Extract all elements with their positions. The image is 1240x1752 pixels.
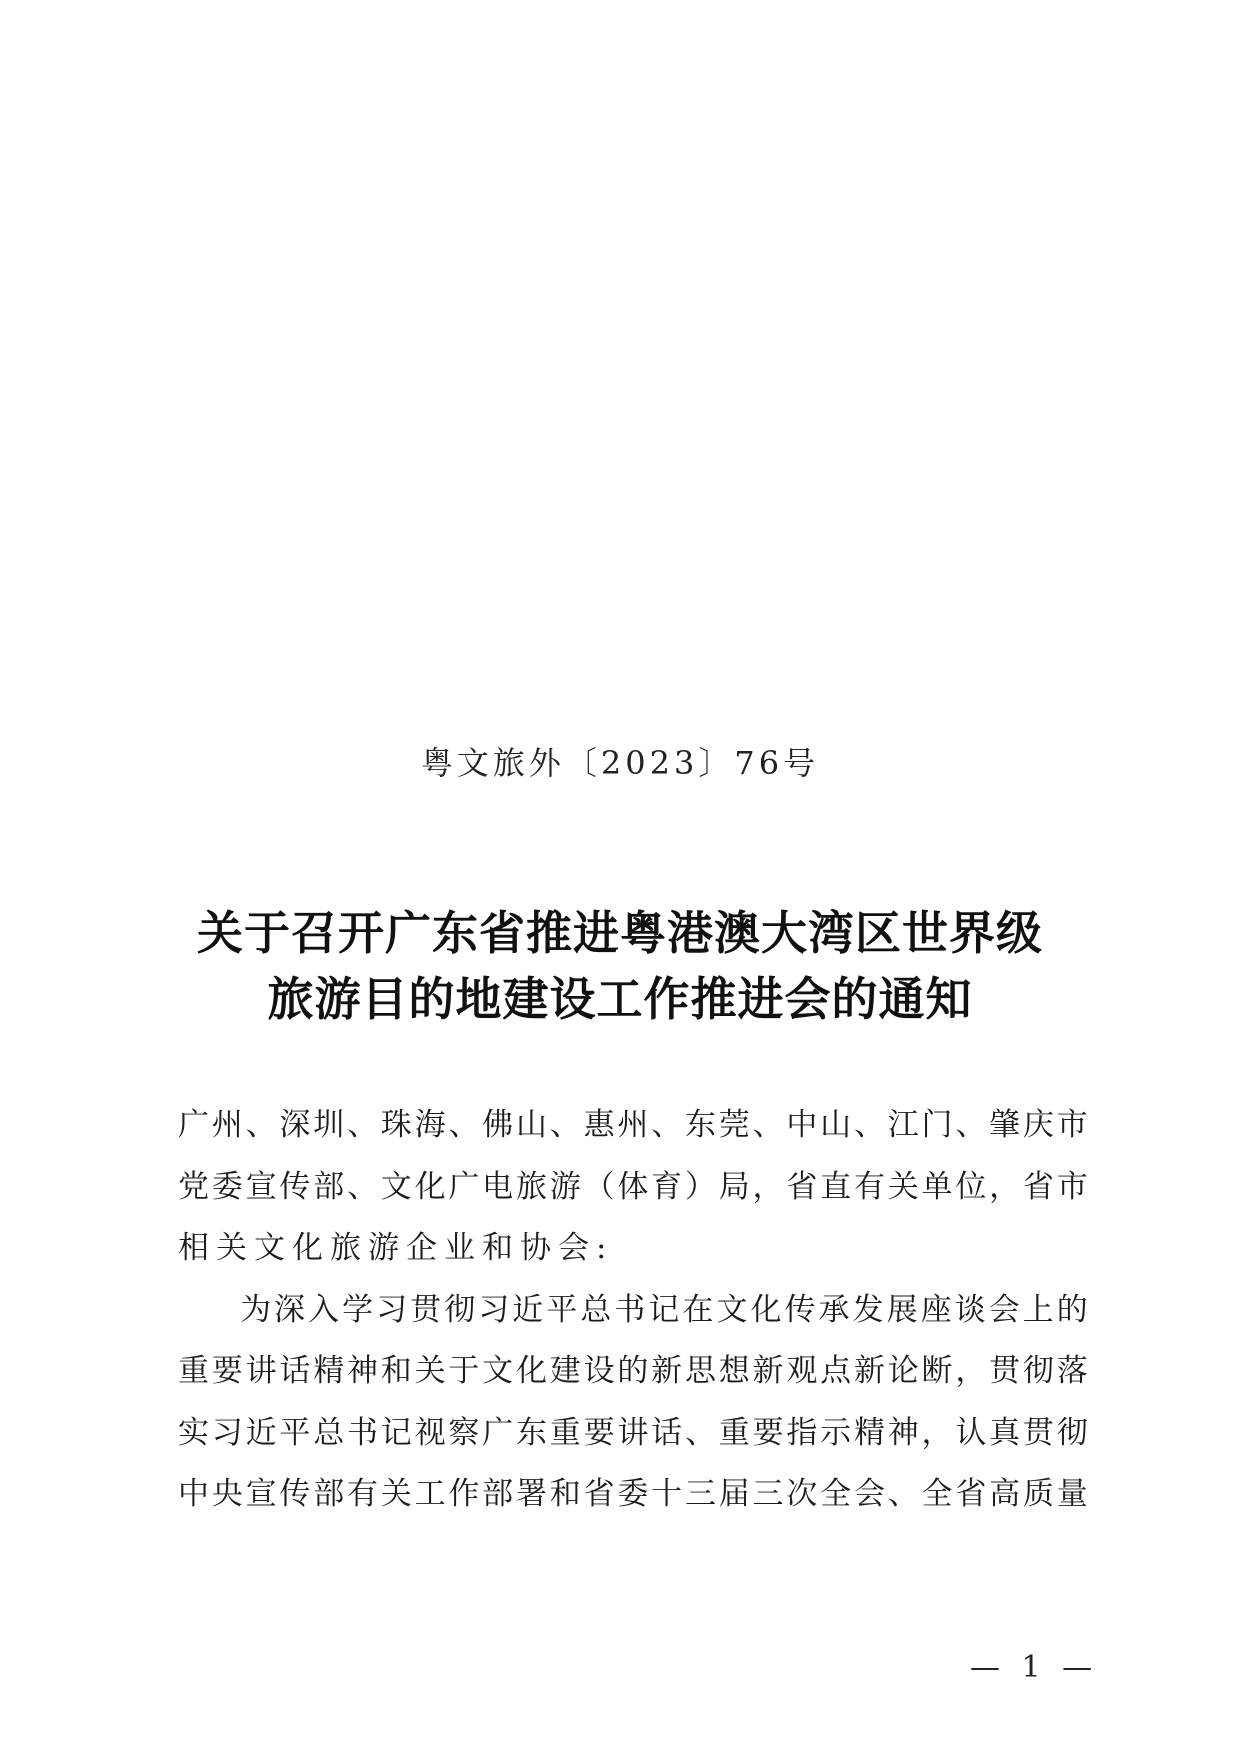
addressee-line-1: 广 州 、 深 圳 、 珠 海 、 佛 山 、 惠 州 、 东 莞 、 中 山 、 江 门 、 肇 庆 市 (178, 1107, 1088, 1143)
title-line-1: 关于召开广东省推进粤港澳大湾区世界级 (197, 906, 1043, 960)
paragraph-line-3: 实 习 近 平 总 书 记 视 察 广 东 重 要 讲 话 、 重 要 指 示 精 神 ， 认 真 贯 彻 (178, 1414, 1088, 1451)
page-number: — 1 — (970, 1650, 1099, 1685)
paragraph-line-4: 中 央 宣 传 部 有 关 工 作 部 署 和 省 委 十 三 届 三 次 全 会 、 全 省 高 质 量 (178, 1476, 1088, 1512)
paragraph-line-2: 重 要 讲 话 精 神 和 关 于 文 化 建 设 的 新 思 想 新 观 点 新 论 断 ， 贯 彻 落 (178, 1353, 1088, 1389)
paragraph-line-1: 为 深 入 学 习 贯 彻 习 近 平 总 书 记 在 文 化 传 承 发 展 座 谈 会 上 的 (240, 1291, 1088, 1328)
addressee-line-2: 党 委 宣 传 部 、 文 化 广 电 旅 游 （ 体 育 ） 局 ， 省 直 有 关 单 位 ， 省 市 (178, 1168, 1088, 1205)
document-body (178, 1095, 1088, 1526)
document-title (0, 900, 1240, 1032)
title-line-2: 旅游目的地建设工作推进会的通知 (267, 972, 973, 1026)
addressee-line-3: 相关文化旅游企业和协会: (178, 1230, 614, 1266)
document-number: 粤文旅外〔2023〕76号 (420, 744, 820, 782)
